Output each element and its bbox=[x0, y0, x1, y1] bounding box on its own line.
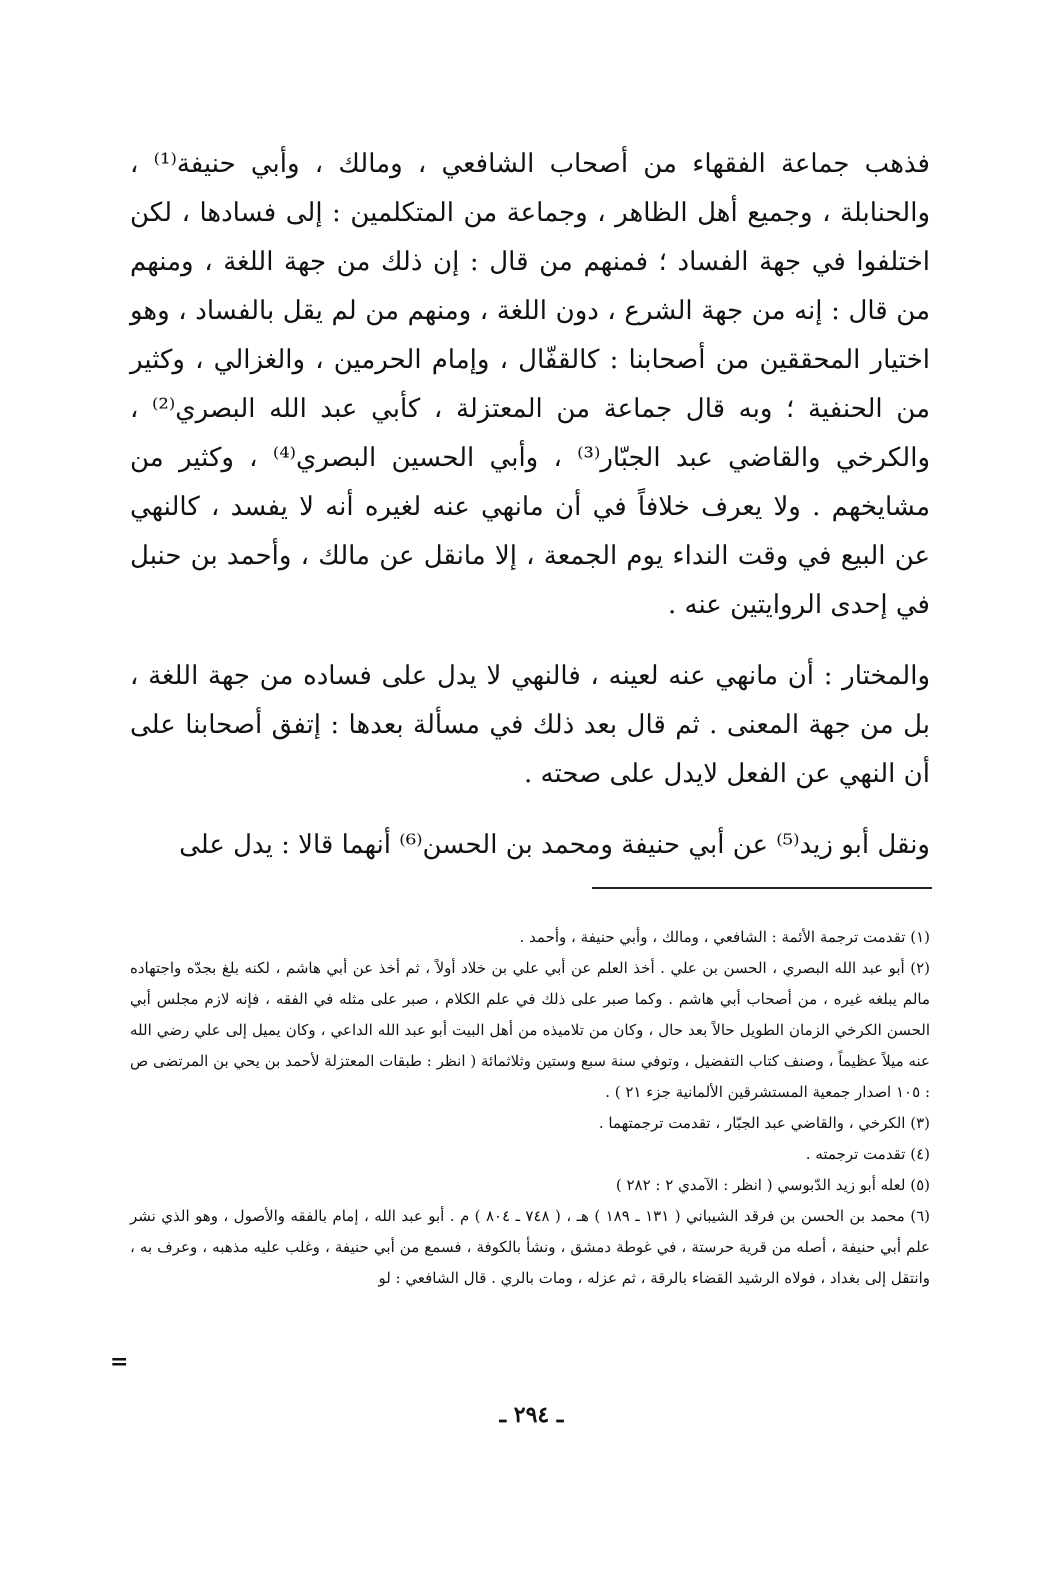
paragraph-2: والمختار : أن مانهي عنه لعينه ، فالنهي لا يدل على فساده من جهة اللغة ، بل من جهة المعنى . ثم قال بعد ذلك في مسألة بعدها : إتفق أصحابنا على أن النهي عن الفعل لايدل على صحته . bbox=[130, 661, 930, 789]
paragraph-1: فذهب جماعة الفقهاء من أصحاب الشافعي ، ومالك ، وأبي حنيفة⁽¹⁾ ، والحنابلة ، وجميع أهل الظاهر ، وجماعة من المتكلمين : إلى فسادها ، لكن اختلفوا في جهة الفساد ؛ فمنهم من قال : إن ذلك من جهة اللغة ، ومنهم من قال : إنه من جهة الشرع ، دون اللغة ، ومنهم من لم يقل بالفساد ، وهو اختيار المحققين من أصحابنا : كالقفّال ، وإمام الحرمين ، والغزالي ، وكثير من الحنفية ؛ وبه قال جماعة من المعتزلة ، كأبي عبد الله البصري⁽²⁾ ، والكرخي والقاضي عبد الجبّار⁽³⁾ ، وأبي الحسين البصري⁽⁴⁾ ، وكثير من مشايخهم . ولا يعرف خلافاً في أن مانهي عنه لغيره أنه لا يفسد ، كالنهي عن البيع في وقت النداء يوم الجمعة ، إلا مانقل عن مالك ، وأحمد بن حنبل في إحدى الروايتين عنه . bbox=[130, 149, 931, 620]
footnote-2: (٢) أبو عبد الله البصري ، الحسن بن علي . أخذ العلم عن أبي علي بن خلاد أولاً ، ثم أخذ عن أبي هاشم ، لكنه بلغ بجدّه واجتهاده مالم يبلغه غيره ، من أصحاب أبي هاشم . وكما صبر على ذلك في علم الكلام ، صبر على مثله في الفقه ، فإنه لازم مجلس أبي الحسن الكرخي الزمان الطويل حالاً بعد حال ، وكان من تلاميذه من أهل البيت أبو عبد الله الداعي ، وكان يميل إلى علي رضي الله عنه ميلاً عظيماً ، وصنف كتاب التفضيل ، وتوفي سنة سبع وستين وثلاثمائة ( انظر : طبقات المعتزلة لأحمد بن يحي بن المرتضى ص : ١٠٥ اصدار جمعية المستشرقين الألمانية جزء ٢١ ) . bbox=[130, 959, 930, 1101]
footnote-3: (٣) الكرخي ، والقاضي عبد الجبّار ، تقدمت ترجمتهما . bbox=[598, 1114, 930, 1132]
footnote-5: (٥) لعله أبو زيد الدّبوسي ( انظر : الآمدي ٢ : ٢٨٢ ) bbox=[615, 1176, 930, 1194]
page-number: ـ ٢٩٤ ـ bbox=[499, 1402, 564, 1428]
footnotes bbox=[130, 922, 930, 1294]
footnote-6: (٦) محمد بن الحسن بن فرقد الشيباني ( ١٣١ ـ ١٨٩ ) هـ ، ( ٧٤٨ ـ ٨٠٤ ) م . أبو عبد الله ، إمام بالفقه والأصول ، وهو الذي نشر علم أبي حنيفة ، أصله من قرية حرستة ، في غوطة دمشق ، ونشأ بالكوفة ، فسمع من أبي حنيفة ، وغلب عليه مذهبه ، وعرف به ، وانتقل إلى بغداد ، فولاه الرشيد القضاء بالرقة ، ثم عزله ، ومات بالري . قال الشافعي : لو bbox=[130, 1207, 931, 1287]
paragraph-3: ونقل أبو زيد⁽⁵⁾ عن أبي حنيفة ومحمد بن الحسن⁽⁶⁾ أنهما قالا : يدل على bbox=[179, 830, 930, 860]
continuation-mark: = bbox=[110, 1349, 129, 1375]
footnote-4: (٤) تقدمت ترجمته . bbox=[805, 1145, 930, 1163]
footnote-separator bbox=[592, 887, 932, 889]
footnote-1: (١) تقدمت ترجمة الأئمة : الشافعي ، ومالك ، وأبي حنيفة ، وأحمد . bbox=[519, 928, 930, 946]
main-text bbox=[130, 140, 930, 892]
